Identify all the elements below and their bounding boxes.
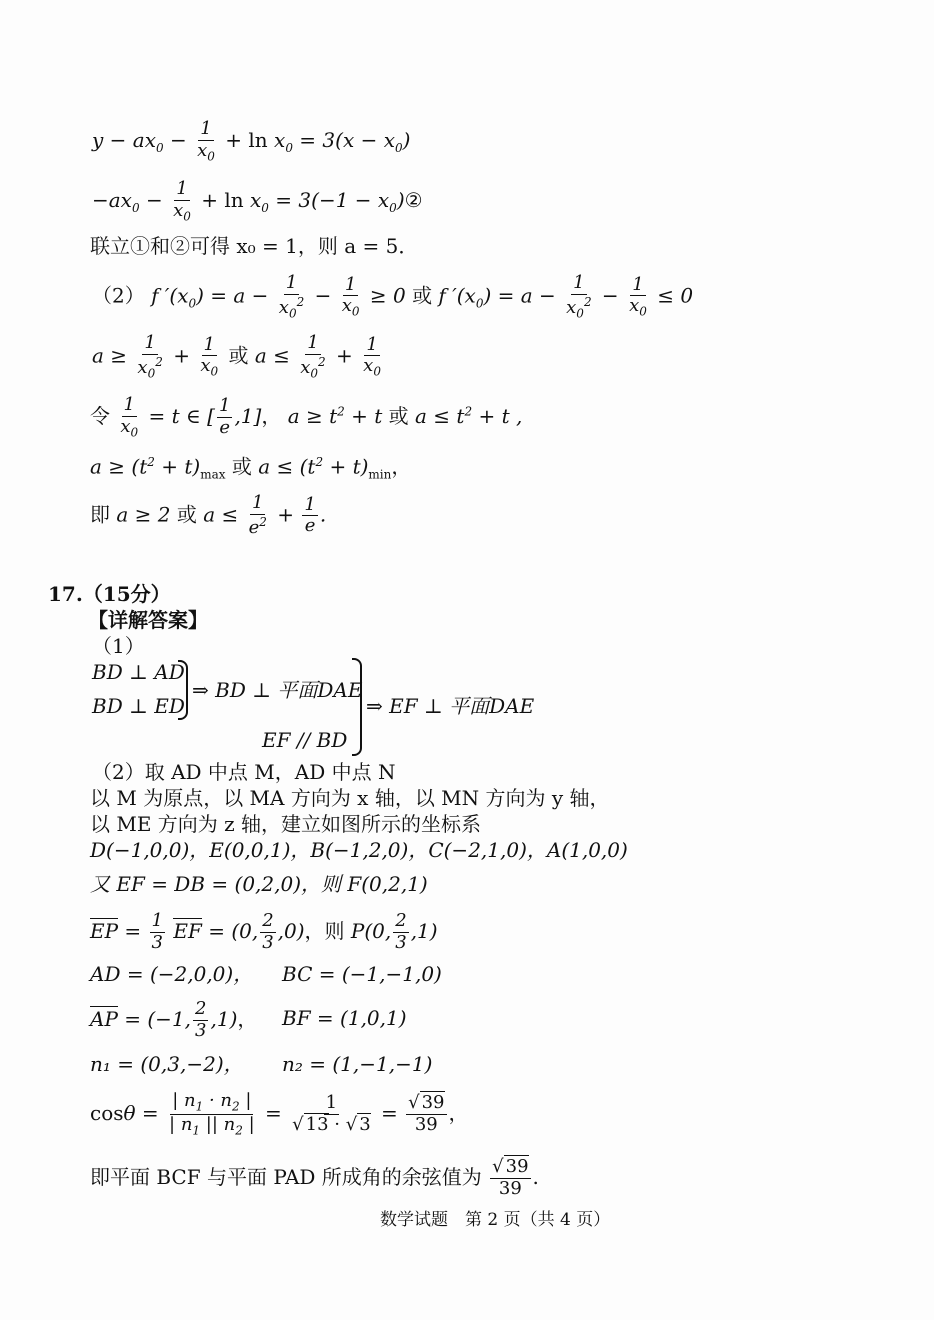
ad-vector: AD = (−2,0,0)， bbox=[90, 962, 254, 986]
bd-perp-ad: BD ⊥ AD bbox=[92, 660, 185, 684]
solve-line: 联立①和②可得 x₀ = 1，则 a = 5． bbox=[90, 234, 419, 258]
result-line: 即 a ≥ 2 或 a ≤ $\frac{1}{e^2}$ + $\frac{1}{e}$ . bbox=[90, 492, 327, 538]
equation-2: $-ax_0$ − $\frac{1}{x_0}$ + $\ln x_0 = 3(-1$ − $x_0)②$ bbox=[92, 178, 423, 224]
part2-setup-3: 以 ME 方向为 z 轴，建立如图所示的坐标系 bbox=[90, 812, 482, 836]
cosine-formula: cosθ = $\frac{| n_1 \cdot n_2 |}{| n_1 || n_2 |}$ = $\frac{1}{√ 13 \cdot √ 3}$ = $\frac{√ 39}{39}$ ， bbox=[90, 1090, 469, 1138]
problem-17-header: 17.（15分） bbox=[48, 582, 171, 606]
part2-label: （2） bbox=[92, 283, 145, 308]
max-min-line: $a \ge (t^2 + t)_{max}$ 或 $a \le (t^2 + t)_{min}$， bbox=[90, 454, 412, 482]
page-footer: 数学试题 第 2 页（共 4 页） bbox=[380, 1210, 611, 1230]
bc-vector: BC = (−1,−1,0) bbox=[282, 962, 442, 986]
part1-label: （1） bbox=[92, 634, 145, 658]
bf-vector: BF = (1,0,1) bbox=[282, 1006, 407, 1030]
conclusion-line: 即平面 BCF 与平面 PAD 所成角的余弦值为 $\frac{√ 39}{39}$ . bbox=[90, 1156, 539, 1199]
bd-perp-ed: BD ⊥ ED bbox=[92, 694, 185, 718]
a-inequality: a ≥ $\frac{1}{x_0^2}$ + $\frac{1}{x_0}$ 或 a ≤ $\frac{1}{x_0^2}$ + $\frac{1}{x_0}$ bbox=[92, 332, 381, 381]
derivative-condition: （2） f $'(x_0) = a$ − $\frac{1}{x_0^2}$ − $\frac{1}{x_0}$ ≥ 0 或 f $'(x_0) = a$ − $\frac{1}{x_0^2}$ − $\frac{1}{x_0}$ ≤ 0 bbox=[92, 272, 694, 321]
right-brace bbox=[352, 658, 362, 756]
ef-parallel-bd: EF // BD bbox=[262, 728, 348, 752]
ep-vector-line: EP = $\frac{1}{3}$ EF = (0, $\frac{2}{3}$ ,0)，则 P(0, $\frac{2}{3}$ ,1) bbox=[90, 910, 438, 953]
ap-vector: AP = (−1, $\frac{2}{3}$ ,1)， bbox=[90, 998, 258, 1041]
ef-perp-plane: ⇒ EF ⊥ 平面DAE bbox=[366, 694, 535, 718]
point-coordinates: D(−1,0,0)，E(0,0,1)，B(−1,2,0)，C(−2,1,0)，A(1,0,0) bbox=[90, 838, 628, 862]
n2-vector: n₂ = (1,−1,−1) bbox=[282, 1052, 433, 1076]
part2-setup-2: 以 M 为原点，以 MA 方向为 x 轴，以 MN 方向为 y 轴， bbox=[90, 786, 610, 810]
substitution-line: 令 $\frac{1}{x_0}$ = t ∈ [ $\frac{1}{e}$ ,1]， $a \ge t^2 + t$ 或 $a \le t^2 + t$ , bbox=[90, 394, 523, 440]
tangent-line-equation: $y - ax_0$ − $\frac{1}{x_0}$ + $\ln x_0 = 3(x - x_0)$ bbox=[92, 118, 411, 164]
n1-vector: n₁ = (0,3,−2)， bbox=[90, 1052, 244, 1076]
left-brace bbox=[178, 660, 188, 720]
ef-vector-line: 又 EF = DB = (0,2,0)，则 F(0,2,1) bbox=[90, 872, 428, 896]
detail-answer-title: 【详解答案】 bbox=[88, 608, 208, 632]
bd-perp-plane: ⇒ BD ⊥ 平面DAE bbox=[192, 678, 363, 702]
part2-setup-1: （2）取 AD 中点 M，AD 中点 N bbox=[92, 760, 396, 784]
